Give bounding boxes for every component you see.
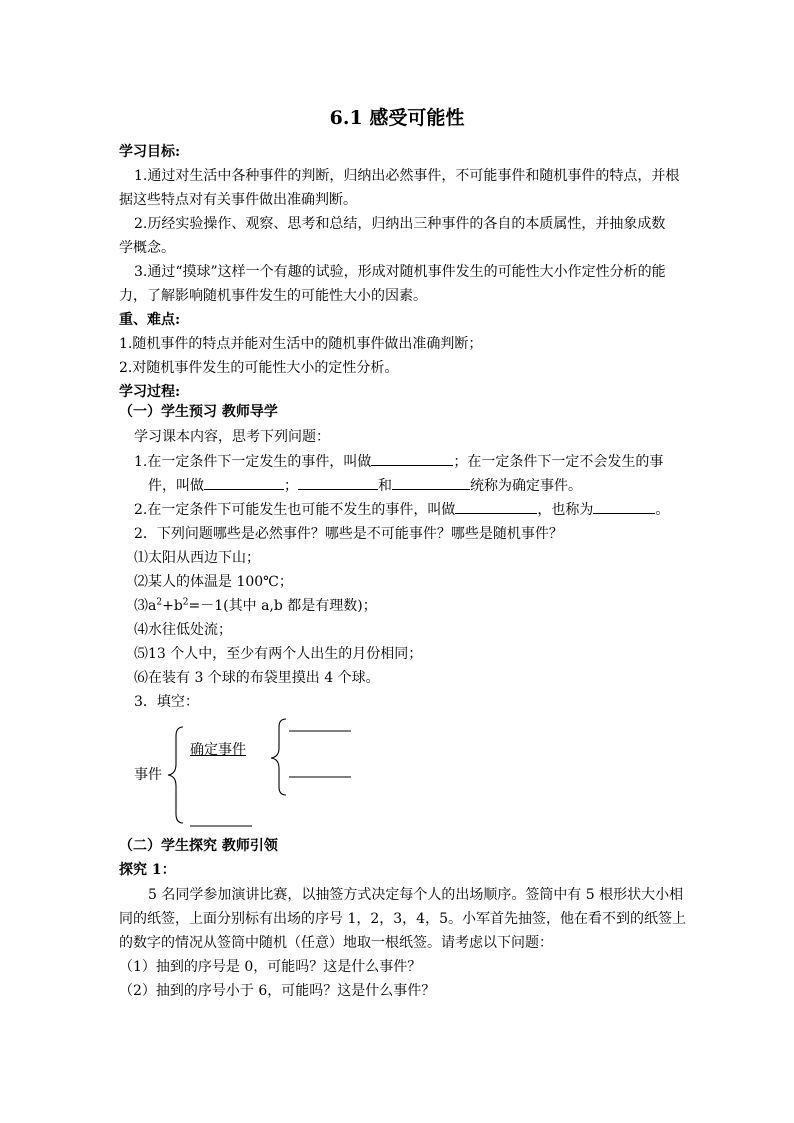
goal-2-line-1: 2.历经实验操作、观察、思考和总结，归纳出三种事件的各自的本质属性，并抽象成数 (134, 216, 666, 232)
explore-paragraph-line-3: 的数字的情况从签筒中随机（任意）地取一根纸签。请考虑以下问题： (119, 935, 553, 951)
item3-exponent-2: 2 (182, 597, 189, 608)
goal-2-line-2: 学概念。 (119, 240, 175, 256)
item3-part-c: =－1(其中 a,b 都是有理数)； (188, 598, 377, 614)
key-heading: 重、难点: (119, 312, 181, 328)
q1-text-a: 1.在一定条件下一定发生的事件，叫做 (134, 454, 372, 470)
event-item-6: ⑹在装有 3 个球的布袋里摸出 4 个球。 (134, 670, 380, 686)
explore-question-2: （2）抽到的序号小于 6，可能吗？这是什么事件？ (119, 983, 436, 999)
event-item-4: ⑷水往低处流； (134, 622, 232, 638)
goal-3-line-1: 3.通过“摸球”这样一个有趣的试验，形成对随机事件发生的可能性大小作定性分析的能 (134, 264, 666, 280)
item3-exponent-1: 2 (156, 597, 163, 608)
q2-text-c: 。 (655, 502, 670, 518)
q1-text-f: 统称为确定事件。 (470, 478, 582, 494)
part2-heading: （二）学生探究 教师引领 (119, 838, 278, 854)
q1-text-d: ； (284, 478, 298, 494)
event-item-5: ⑸13 个人中，至少有两个人出生的月份相同； (134, 646, 423, 662)
fill-in-label: 3．填空： (134, 694, 199, 710)
explore-question-1: （1）抽到的序号是 0，可能吗？这是什么事件？ (119, 959, 422, 975)
item3-part-a: ⑶a (134, 598, 157, 614)
q1-text-b: ；在一定条件下一定不会发生的事 (453, 454, 664, 470)
goal-3-line-2: 力，了解影响随机事件发生的可能性大小的因素。 (119, 288, 427, 304)
key-point-1: 1.随机事件的特点并能对生活中的随机事件做出准确判断； (119, 336, 483, 352)
q1-text-c: 件，叫做 (148, 478, 204, 494)
q1-text-e: 和 (378, 478, 392, 494)
left-brace (168, 727, 183, 823)
goal-1-line-1: 1.通过对生活中各种事件的判断，归纳出必然事件，不可能事件和随机事件的特点，并根 (134, 168, 680, 184)
q2-text-b: ，也称为 (537, 502, 594, 518)
question-3: 2．下列问题哪些是必然事件？哪些是不可能事件？哪些是随机事件？ (134, 526, 563, 542)
right-brace (271, 719, 286, 795)
page-title: 6.1 感受可能性 (329, 107, 465, 129)
q2-text-a: 2.在一定条件下可能发生也可能不发生的事件，叫做 (134, 502, 456, 518)
preview-intro: 学习课本内容，思考下列问题： (134, 429, 330, 445)
part1-heading: （一）学生预习 教师导学 (119, 404, 278, 420)
explore-paragraph-line-1: 5 名同学参加演讲比赛，以抽签方式决定每个人的出场顺序。签筒中有 5 根形状大小相 (148, 887, 684, 903)
process-heading: 学习过程: (119, 384, 181, 400)
diagram-event-label: 事件 (134, 767, 162, 783)
explore-paragraph-line-2: 同的纸签，上面分别标有出场的序号 1，2，3，4，5。小军首先抽签，他在看不到的纸签上 (119, 911, 686, 927)
diagram-certain-event-label: 确定事件 (190, 742, 246, 758)
key-point-2: 2.对随机事件发生的可能性大小的定性分析。 (119, 360, 399, 376)
explore-heading: 探究 1： (119, 862, 176, 878)
event-item-1: ⑴太阳从西边下山； (134, 550, 260, 566)
event-item-2: ⑵某人的体温是 100℃； (134, 574, 293, 590)
item3-part-b: +b (162, 598, 183, 614)
goal-1-line-2: 据这些特点对有关事件做出准确判断。 (119, 192, 357, 208)
goals-heading: 学习目标: (119, 144, 181, 160)
